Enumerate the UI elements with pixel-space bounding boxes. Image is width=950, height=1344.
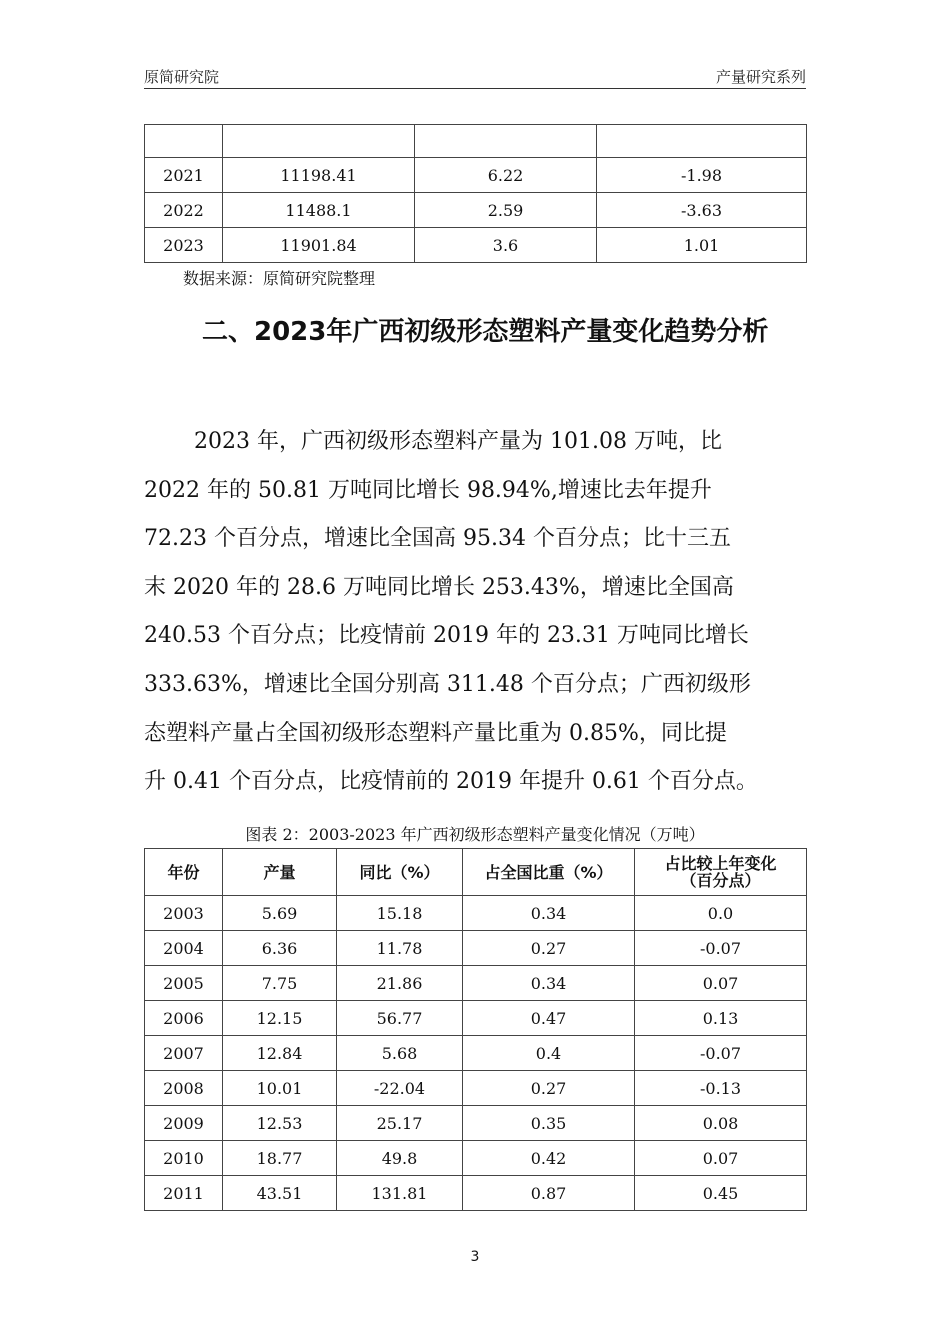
table-cell: -22.04: [337, 1071, 463, 1106]
header-line: 占比较上年变化: [664, 854, 777, 873]
header-divider: [144, 88, 806, 89]
header-series: 产量研究系列: [715, 68, 806, 86]
table-row: [145, 1176, 807, 1211]
table-cell: -0.07: [635, 931, 807, 966]
table-cell: 6.36: [223, 931, 337, 966]
table-row: [145, 125, 807, 158]
production-table: [144, 848, 807, 1211]
table-cell: 0.13: [635, 1001, 807, 1036]
table-cell: 2022: [145, 193, 223, 228]
table-cell: 0.87: [463, 1176, 635, 1211]
table-cell: 2009: [145, 1106, 223, 1141]
top-data-table: [144, 124, 807, 263]
table-cell: 2.59: [415, 193, 597, 228]
table-cell: 12.84: [223, 1036, 337, 1071]
table-cell: 11198.41: [223, 158, 415, 193]
table-cell: 2003: [145, 896, 223, 931]
table-cell: 2006: [145, 1001, 223, 1036]
table-row: [145, 896, 807, 931]
table-cell: 2023: [145, 228, 223, 263]
section-heading: 二、2023年广西初级形态塑料产量变化趋势分析: [202, 317, 769, 347]
table-cell: -1.98: [597, 158, 807, 193]
table-cell: 2004: [145, 931, 223, 966]
table-row: [145, 1141, 807, 1176]
table-cell: 11901.84: [223, 228, 415, 263]
table-cell: 11.78: [337, 931, 463, 966]
table-row: [145, 1071, 807, 1106]
table-cell: 2007: [145, 1036, 223, 1071]
table-cell: 5.68: [337, 1036, 463, 1071]
table-row: [145, 1106, 807, 1141]
table-row: [145, 966, 807, 1001]
table-cell: 0.27: [463, 1071, 635, 1106]
table-cell: 2010: [145, 1141, 223, 1176]
table-cell: 12.15: [223, 1001, 337, 1036]
paragraph-line: 末 2020 年的 28.6 万吨同比增长 253.43%，增速比全国高: [144, 574, 734, 600]
paragraph-line: 72.23 个百分点，增速比全国高 95.34 个百分点；比十三五: [144, 526, 731, 552]
table-cell: 7.75: [223, 966, 337, 1001]
table-row: [145, 1001, 807, 1036]
column-header-share-change: [635, 849, 807, 896]
header-org: 原简研究院: [144, 68, 220, 86]
body-paragraph: [144, 418, 806, 807]
table-cell: 0.34: [463, 896, 635, 931]
table-row: [145, 228, 807, 263]
table-caption: 图表 2：2003-2023 年广西初级形态塑料产量变化情况（万吨）: [245, 825, 705, 844]
paragraph-line: 升 0.41 个百分点，比疫情前的 2019 年提升 0.61 个百分点。: [144, 769, 758, 795]
table-cell: 11488.1: [223, 193, 415, 228]
table-cell: 0.47: [463, 1001, 635, 1036]
paragraph-line: 态塑料产量占全国初级形态塑料产量比重为 0.85%，同比提: [144, 720, 727, 746]
table-cell: -0.13: [635, 1071, 807, 1106]
table-cell: 56.77: [337, 1001, 463, 1036]
paragraph-line: 333.63%，增速比全国分别高 311.48 个百分点；广西初级形: [144, 671, 751, 697]
table-cell: 0.35: [463, 1106, 635, 1141]
table-cell: 0.4: [463, 1036, 635, 1071]
table-row: [145, 931, 807, 966]
table-row: [145, 1036, 807, 1071]
table-cell: 0.08: [635, 1106, 807, 1141]
paragraph-line: 2023 年，广西初级形态塑料产量为 101.08 万吨，比: [194, 429, 722, 454]
table-cell: 15.18: [337, 896, 463, 931]
table-cell: 10.01: [223, 1071, 337, 1106]
table-cell: -0.07: [635, 1036, 807, 1071]
table-cell: 12.53: [223, 1106, 337, 1141]
table-cell: -3.63: [597, 193, 807, 228]
table-cell: 18.77: [223, 1141, 337, 1176]
table-row: [145, 193, 807, 228]
table-cell: 43.51: [223, 1176, 337, 1211]
column-header-yoy: 同比（%）: [337, 849, 463, 896]
source-note: 数据来源：原简研究院整理: [183, 269, 376, 288]
table-cell: 5.69: [223, 896, 337, 931]
table-cell: 0.07: [635, 1141, 807, 1176]
paragraph-line: 2022 年的 50.81 万吨同比增长 98.94%,增速比去年提升: [144, 477, 712, 503]
table-cell: 0.45: [635, 1176, 807, 1211]
table-header-row: [145, 849, 807, 896]
table-cell: 1.01: [597, 228, 807, 263]
paragraph-line: 240.53 个百分点；比疫情前 2019 年的 23.31 万吨同比增长: [144, 623, 749, 649]
table-cell: 0.07: [635, 966, 807, 1001]
page-number: 3: [470, 1249, 480, 1265]
table-cell: 25.17: [337, 1106, 463, 1141]
table-row: [145, 158, 807, 193]
table-cell: 0.27: [463, 931, 635, 966]
table-cell: 0.34: [463, 966, 635, 1001]
table-cell: 2005: [145, 966, 223, 1001]
table-cell: 49.8: [337, 1141, 463, 1176]
table-cell: 2011: [145, 1176, 223, 1211]
table-cell: 0.42: [463, 1141, 635, 1176]
column-header-year: 年份: [145, 849, 223, 896]
table-cell: 0.0: [635, 896, 807, 931]
table-cell: 2021: [145, 158, 223, 193]
header-line: （百分点）: [680, 871, 761, 890]
table-cell: 21.86: [337, 966, 463, 1001]
table-cell: 6.22: [415, 158, 597, 193]
table-cell: 131.81: [337, 1176, 463, 1211]
table-cell: 2008: [145, 1071, 223, 1106]
column-header-output: 产量: [223, 849, 337, 896]
table-cell: 3.6: [415, 228, 597, 263]
column-header-share: 占全国比重（%）: [463, 849, 635, 896]
